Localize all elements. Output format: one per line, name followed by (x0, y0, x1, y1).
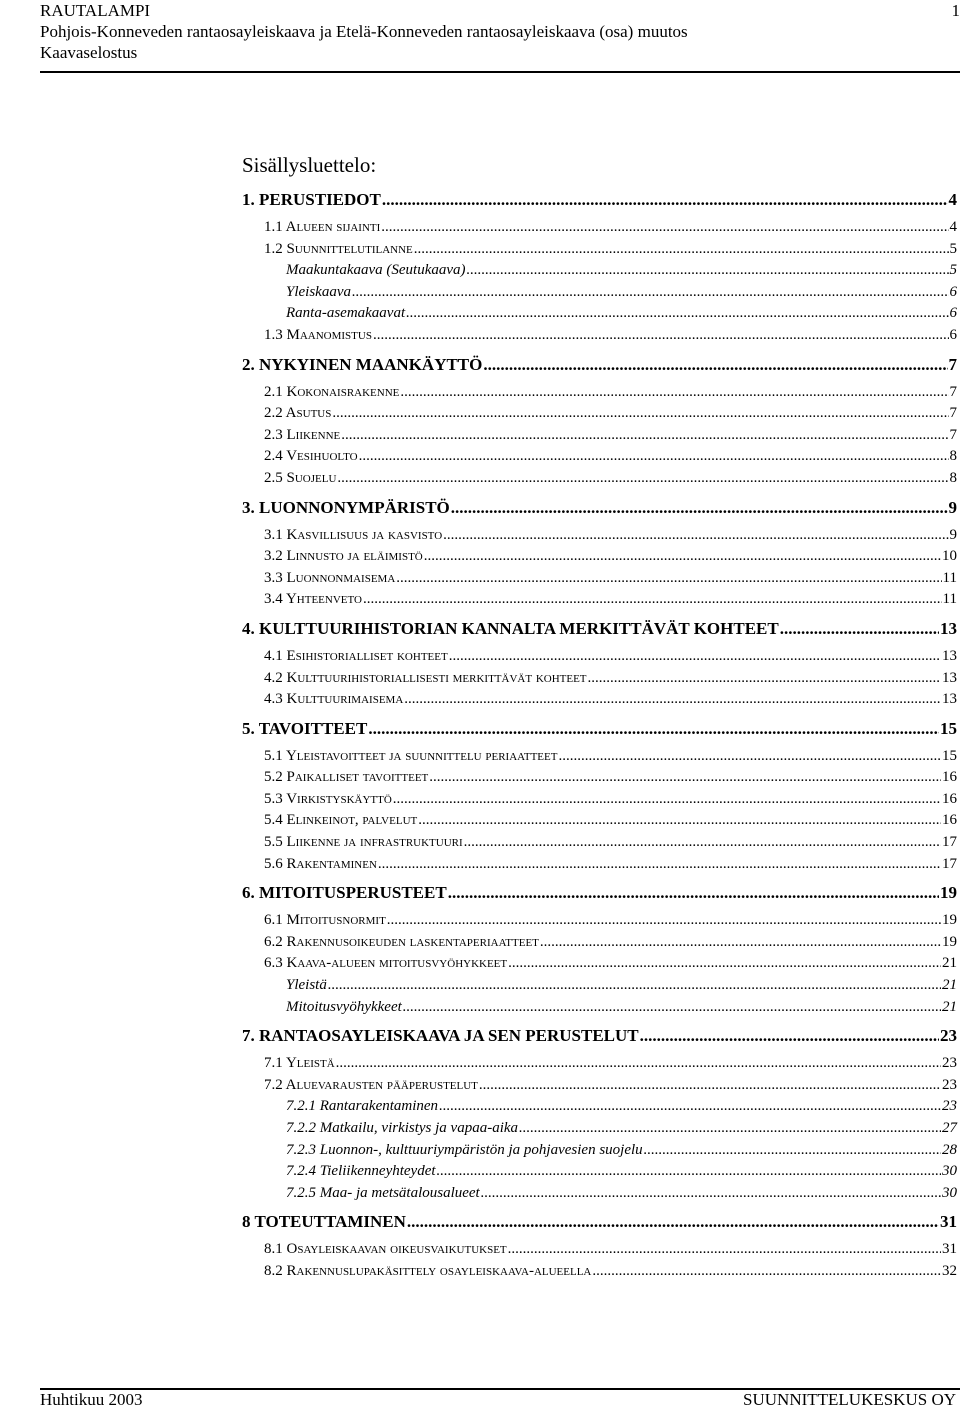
toc-entry-label: 4. KULTTUURIHISTORIAN KANNALTA MERKITTÄVÄT KOHTEET (242, 618, 779, 638)
toc-entries (242, 189, 957, 1283)
toc-dot-leader (519, 1118, 941, 1140)
toc-dot-leader (341, 425, 948, 447)
toc-entry-level-2[interactable] (242, 446, 957, 468)
toc-entry-level-2[interactable] (242, 239, 957, 261)
toc-entry-level-3[interactable] (242, 1118, 957, 1140)
toc-entry-label: 6. MITOITUSPERUSTEET (242, 883, 447, 903)
toc-entry-label: 1.3 Maanomistus (264, 326, 372, 343)
header-divider (40, 71, 960, 73)
toc-entry-page: 7 (948, 354, 957, 374)
toc-entry-level-1[interactable] (242, 1211, 957, 1232)
toc-dot-leader (396, 568, 941, 590)
table-of-contents (242, 152, 957, 1283)
toc-entry-label: 3.1 Kasvillisuus ja kasvisto (264, 526, 443, 543)
toc-entry-level-2[interactable] (242, 325, 957, 347)
toc-entry-label: 2.4 Vesihuolto (264, 448, 358, 465)
toc-entry-label: 2.1 Kokonaisrakenne (264, 383, 400, 400)
header-org: RAUTALAMPI (40, 1, 151, 20)
toc-entry-page: 31 (940, 1212, 957, 1232)
toc-entry-label: 5.1 Yleistavoitteet ja suunnittelu periaatteet (264, 747, 558, 764)
toc-entry-level-3[interactable] (242, 1161, 957, 1183)
toc-dot-leader (540, 932, 941, 954)
toc-entry-level-3[interactable] (242, 260, 957, 282)
toc-entry-level-3[interactable] (242, 303, 957, 325)
toc-entry-label: 7.2 Aluevarausten pääperustelut (264, 1076, 478, 1093)
toc-entry-label: 1.1 Alueen sijainti (264, 219, 381, 235)
toc-entry-page: 7 (949, 426, 957, 443)
toc-dot-leader (382, 189, 948, 210)
toc-dot-leader (449, 646, 941, 668)
toc-entry-level-2[interactable] (242, 1239, 957, 1261)
toc-entry-page: 23 (940, 1026, 957, 1046)
toc-entry-level-2[interactable] (242, 932, 957, 954)
toc-dot-leader (363, 589, 942, 611)
toc-entry-label: 5.4 Elinkeinot, palvelut (264, 812, 418, 829)
toc-entry-level-2[interactable] (242, 425, 957, 447)
toc-entry-page: 23 (942, 1055, 957, 1072)
toc-entry-page: 30 (942, 1163, 957, 1180)
toc-entry-label: 5.2 Paikalliset tavoitteet (264, 769, 429, 786)
toc-dot-leader (387, 910, 941, 932)
toc-entry-page: 16 (942, 769, 957, 786)
toc-entry-label: Maakuntakaava (Seutukaava) (286, 262, 466, 279)
toc-dot-leader (429, 767, 941, 789)
toc-dot-leader (404, 689, 941, 711)
toc-entry-label: 8.1 Osayleiskaavan oikeusvaikutukset (264, 1241, 507, 1258)
toc-entry-level-3[interactable] (242, 997, 957, 1019)
toc-dot-leader (414, 239, 949, 261)
toc-entry-level-2[interactable] (242, 525, 957, 547)
toc-dot-leader (393, 789, 941, 811)
toc-entry-page: 13 (942, 669, 957, 686)
toc-entry-level-2[interactable] (242, 403, 957, 425)
toc-dot-leader (352, 282, 949, 304)
toc-dot-leader (418, 810, 941, 832)
toc-entry-level-3[interactable] (242, 1096, 957, 1118)
toc-entry-level-3[interactable] (242, 1183, 957, 1205)
toc-entry-level-1[interactable] (242, 882, 957, 903)
toc-entry-page: 4 (949, 219, 957, 235)
toc-entry-label: 3.4 Yhteenveto (264, 591, 362, 608)
toc-dot-leader (481, 1183, 941, 1205)
toc-dot-leader (443, 525, 948, 547)
toc-entry-level-1[interactable] (242, 618, 957, 639)
toc-dot-leader (328, 975, 941, 997)
toc-entry-page: 6 (949, 326, 957, 343)
toc-entry-page: 15 (940, 718, 957, 738)
toc-entry-label: 8.2 Rakennuslupakäsittely osayleiskaava-alueella (264, 1262, 592, 1279)
toc-entry-page: 19 (942, 912, 957, 929)
header-plan-title: Pohjois-Konneveden rantaosayleiskaava ja Etelä-Konneveden rantaosayleiskaava (osa) muutos (40, 22, 688, 41)
toc-dot-leader (467, 260, 949, 282)
toc-dot-leader (448, 882, 939, 903)
toc-dot-leader (780, 618, 939, 639)
toc-entry-page: 7 (949, 405, 957, 422)
toc-dot-leader (400, 382, 948, 404)
toc-entry-level-1[interactable] (242, 1025, 957, 1046)
toc-dot-leader (592, 1261, 941, 1283)
toc-entry-level-2[interactable] (242, 953, 957, 975)
toc-entry-label: 2.3 Liikenne (264, 426, 341, 443)
toc-entry-label: 5.5 Liikenne ja infrastruktuuri (264, 834, 463, 851)
toc-entry-level-2[interactable] (242, 382, 957, 404)
toc-entry-level-2[interactable] (242, 854, 957, 876)
toc-entry-label: 3.2 Linnusto ja eläimistö (264, 548, 423, 565)
page-footer (40, 1388, 956, 1418)
toc-dot-leader (439, 1096, 941, 1118)
toc-entry-level-2[interactable] (242, 910, 957, 932)
toc-dot-leader (483, 354, 947, 375)
toc-entry-page: 11 (942, 569, 957, 586)
toc-entry-page: 16 (942, 790, 957, 807)
toc-dot-leader (508, 1239, 941, 1261)
toc-entry-level-3[interactable] (242, 282, 957, 304)
toc-entry-page: 27 (942, 1120, 957, 1136)
toc-entry-page: 6 (949, 305, 957, 322)
toc-entry-level-2[interactable] (242, 217, 957, 239)
toc-entry-page: 21 (942, 998, 957, 1015)
toc-dot-leader (406, 303, 948, 325)
toc-dot-leader (508, 953, 941, 975)
toc-entry-page: 17 (942, 855, 957, 872)
toc-entry-page: 19 (940, 883, 957, 903)
header-page-number: 1 (951, 1, 960, 20)
toc-entry-label: 1.2 Suunnittelutilanne (264, 240, 413, 257)
toc-entry-page: 16 (942, 812, 957, 829)
toc-entry-page: 15 (942, 747, 957, 764)
toc-entry-label: 6.3 Kaava-alueen mitoitusvyöhykkeet (264, 955, 508, 972)
toc-dot-leader (437, 1161, 941, 1183)
toc-entry-level-2[interactable] (242, 789, 957, 811)
footer-company: SUUNNITTELUKESKUS OY (743, 1390, 956, 1409)
toc-entry-label: 8 TOTEUTTAMINEN (242, 1212, 406, 1232)
toc-entry-level-1[interactable] (242, 354, 957, 375)
toc-entry-label: 7.2.4 Tieliikenneyhteydet (286, 1163, 436, 1180)
toc-entry-level-2[interactable] (242, 589, 957, 611)
toc-dot-leader (403, 997, 941, 1019)
toc-dot-leader (644, 1140, 941, 1162)
toc-entry-label: 7. RANTAOSAYLEISKAAVA JA SEN PERUSTELUT (242, 1026, 639, 1046)
toc-entry-page: 5 (949, 262, 957, 279)
toc-entry-page: 13 (940, 618, 957, 638)
toc-entry-label: 2.2 Asutus (264, 405, 332, 422)
toc-entry-label: 7.2.3 Luonnon-, kulttuuriympäristön ja pohjavesien suojelu (286, 1141, 643, 1158)
toc-entry-label: 2.5 Suojelu (264, 469, 337, 486)
toc-dot-leader (368, 718, 939, 739)
toc-entry-level-2[interactable] (242, 832, 957, 854)
toc-entry-level-2[interactable] (242, 1261, 957, 1283)
toc-entry-label: 4.2 Kulttuurihistoriallisesti merkittävät kohteet (264, 669, 587, 686)
page-header (40, 0, 960, 63)
toc-entry-label: 2. NYKYINEN MAANKÄYTTÖ (242, 354, 483, 374)
toc-entry-level-2[interactable] (242, 767, 957, 789)
toc-entry-label: 4.3 Kulttuurimaisema (264, 691, 404, 708)
toc-entry-page: 11 (942, 591, 957, 608)
toc-entry-label: 6.1 Mitoitusnormit (264, 912, 386, 929)
toc-dot-leader (373, 325, 949, 347)
toc-entry-page: 21 (942, 977, 957, 994)
toc-entry-label: Yleiskaava (286, 283, 351, 300)
toc-entry-label: 7.2.2 Matkailu, virkistys ja vapaa-aika (286, 1120, 519, 1136)
toc-entry-label: 7.2.1 Rantarakentaminen (286, 1098, 439, 1115)
toc-entry-page: 9 (949, 526, 957, 543)
toc-entry-page: 30 (942, 1184, 957, 1201)
toc-entry-page: 7 (949, 383, 957, 400)
toc-entry-level-1[interactable] (242, 497, 957, 518)
toc-dot-leader (378, 854, 941, 876)
toc-entry-page: 4 (948, 190, 957, 209)
toc-dot-leader (407, 1211, 939, 1232)
toc-entry-level-2[interactable] (242, 689, 957, 711)
toc-entry-level-2[interactable] (242, 546, 957, 568)
toc-entry-page: 9 (948, 497, 957, 517)
toc-title: Sisällysluettelo: (242, 153, 377, 177)
footer-date: Huhtikuu 2003 (40, 1390, 143, 1409)
toc-entry-label: 7.2.5 Maa- ja metsätalousalueet (286, 1184, 480, 1201)
toc-entry-level-2[interactable] (242, 646, 957, 668)
toc-entry-label: 5.6 Rakentaminen (264, 855, 377, 872)
toc-entry-page: 8 (949, 448, 957, 465)
toc-dot-leader (424, 546, 941, 568)
toc-dot-leader (588, 668, 941, 690)
toc-entry-level-1[interactable] (242, 189, 957, 210)
toc-entry-label: 5.3 Virkistyskäyttö (264, 790, 392, 807)
toc-dot-leader (451, 497, 948, 518)
toc-entry-level-2[interactable] (242, 568, 957, 590)
toc-entry-label: 3.3 Luonnonmaisema (264, 569, 396, 586)
toc-entry-page: 28 (942, 1141, 957, 1158)
toc-entry-page: 21 (942, 955, 957, 972)
toc-entry-page: 13 (942, 691, 957, 708)
toc-dot-leader (464, 832, 941, 854)
toc-entry-level-2[interactable] (242, 1075, 957, 1097)
toc-entry-page: 13 (942, 647, 957, 664)
toc-entry-label: Ranta-asemakaavat (286, 305, 406, 322)
toc-entry-label: 5. TAVOITTEET (242, 718, 368, 738)
toc-entry-page: 17 (942, 834, 957, 851)
toc-entry-page: 6 (949, 283, 957, 300)
toc-dot-leader (336, 1053, 941, 1075)
toc-entry-page: 31 (942, 1241, 957, 1258)
toc-entry-label: 3. LUONNONYMPÄRISTÖ (242, 497, 450, 517)
header-doc-type: Kaavaselostus (40, 43, 138, 62)
toc-entry-label: Yleistä (286, 977, 327, 994)
toc-dot-leader (381, 217, 948, 239)
toc-entry-level-2[interactable] (242, 468, 957, 490)
toc-entry-level-1[interactable] (242, 718, 957, 739)
toc-entry-level-3[interactable] (242, 1140, 957, 1162)
toc-entry-level-2[interactable] (242, 668, 957, 690)
toc-dot-leader (640, 1025, 939, 1046)
toc-entry-label: 1. PERUSTIEDOT (242, 190, 381, 209)
toc-entry-level-2[interactable] (242, 810, 957, 832)
toc-entry-page: 32 (942, 1262, 957, 1279)
toc-dot-leader (337, 468, 948, 490)
toc-entry-page: 5 (949, 240, 957, 257)
toc-entry-label: 7.1 Yleistä (264, 1055, 335, 1072)
toc-entry-page: 8 (949, 469, 957, 486)
toc-dot-leader (332, 403, 948, 425)
toc-dot-leader (359, 446, 949, 468)
toc-entry-page: 10 (942, 548, 957, 565)
toc-dot-leader (479, 1075, 941, 1097)
toc-entry-level-2[interactable] (242, 1053, 957, 1075)
toc-dot-leader (558, 746, 941, 768)
toc-entry-page: 23 (942, 1098, 957, 1115)
toc-entry-page: 23 (942, 1076, 957, 1093)
toc-entry-level-3[interactable] (242, 975, 957, 997)
toc-entry-page: 19 (942, 933, 957, 950)
toc-entry-level-2[interactable] (242, 746, 957, 768)
toc-entry-label: 4.1 Esihistorialliset kohteet (264, 647, 448, 664)
toc-entry-label: 6.2 Rakennusoikeuden laskentaperiaatteet (264, 933, 539, 950)
toc-entry-label: Mitoitusvyöhykkeet (286, 998, 402, 1015)
